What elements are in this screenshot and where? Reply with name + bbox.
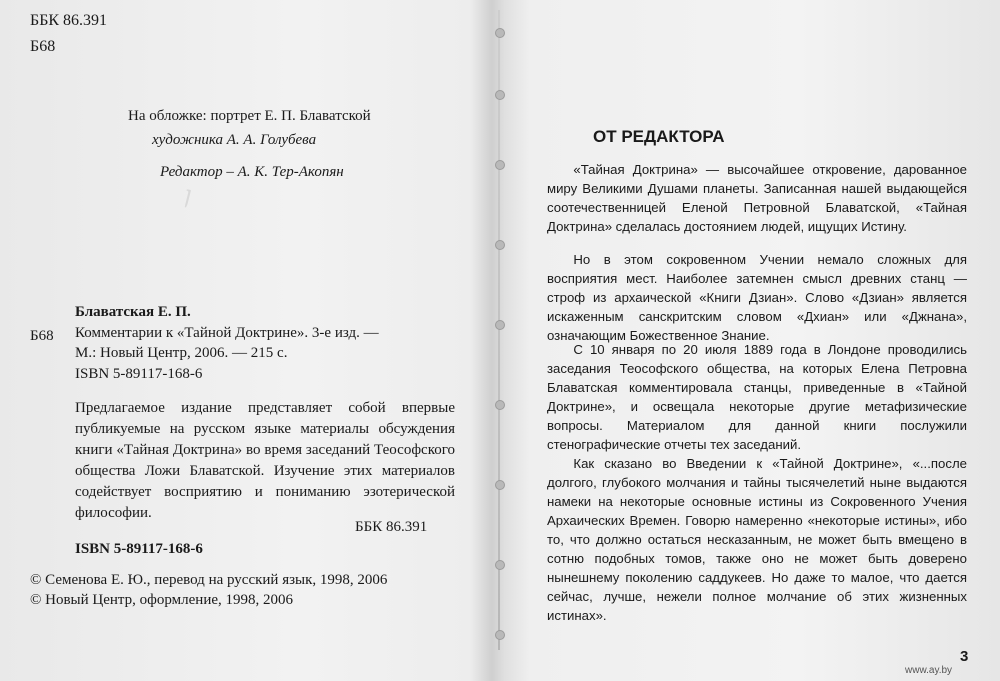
stitch-hole bbox=[495, 320, 505, 330]
copyright-translation: © Семенова Е. Ю., перевод на русский язык, 1998, 2006 bbox=[30, 572, 388, 588]
book-description: Предлагаемое издание представляет собой впервые публикуемые на русском языке материалы обсуждения книги «Тайная Доктрина» во время заседаний Теософского общества Ложи Блаватской. Изучение этих материалов содействует восприятию и пониманию эзотерической философии. bbox=[75, 400, 455, 521]
isbn-line1: ISBN 5-89117-168-6 bbox=[75, 366, 203, 382]
author-mark-mid: Б68 bbox=[30, 328, 54, 344]
bbk-code-bottom: ББК 86.391 bbox=[355, 519, 428, 535]
copyright-design: © Новый Центр, оформление, 1998, 2006 bbox=[30, 592, 294, 608]
bibliographic-line1: Комментарии к «Тайной Доктрине». 3-е изд. — bbox=[75, 325, 379, 341]
editor-credit: Редактор – А. К. Тер-Акопян bbox=[160, 164, 344, 180]
page-number: 3 bbox=[960, 648, 969, 665]
editor-paragraph-2: Но в этом сокровенном Учении немало сложных для восприятия мест. Наиболее затемнен смысл древних станц — строф из архаической «Книги Дзиан». Слово «Дзиан» является искаженным санскритским словом «Дхиан» или «Джнана», означающим Божественное Знание. bbox=[547, 252, 967, 343]
stitch-hole bbox=[495, 28, 505, 38]
author-name: Блаватская Е. П. bbox=[75, 304, 191, 320]
editor-paragraph-3: С 10 января по 20 июля 1889 года в Лондоне проводились заседания Теософского общества, на которых Елена Петровна Блаватская комментировала станцы, приведенные в «Тайной Доктрине», и освещала некоторые другие метафизические вопросы. Материалом для данной книги послужили стенографические отчеты тех заседаний. bbox=[547, 342, 967, 452]
stitch-hole bbox=[495, 160, 505, 170]
editor-paragraph-1: «Тайная Доктрина» — высочайшее откровение, дарованное миру Великими Душами планеты. Записанная нашей выдающейся соотечественницей Еленой Петровной Блаватской, «Тайная Доктрина» сделалась достоянием людей, ищущих Истину. bbox=[547, 162, 967, 234]
section-heading: ОТ РЕДАКТОРА bbox=[593, 127, 725, 146]
stitch-hole bbox=[495, 240, 505, 250]
stitch-hole bbox=[495, 630, 505, 640]
stitch-hole bbox=[495, 560, 505, 570]
editor-paragraph-4: Как сказано во Введении к «Тайной Доктрине», «...после долгого, глубокого молчания и тайны тысячелетий ныне выдаются намеки на некоторые основные истины из Сокровенного Учения Архаических Времен. Говорю намеренно «некоторые истины», ибо то, что должно остаться несказанным, не может быть вмещено в сотню подобных томов, также оно не может быть доверено нынешнему поколению саддукеев. Но даже то малое, что дается сейчас, лучше, нежели полное молчание об этих жизненных истинах». bbox=[547, 456, 967, 623]
binding-thread bbox=[498, 10, 500, 650]
bbk-code-top: ББК 86.391 bbox=[30, 12, 108, 29]
left-page bbox=[0, 0, 492, 681]
stitch-hole bbox=[495, 480, 505, 490]
cover-note-line2: художника А. А. Голубева bbox=[152, 132, 317, 148]
bleed-through-mark: ᅵ bbox=[160, 189, 189, 222]
isbn-line2: ISBN 5-89117-168-6 bbox=[75, 541, 203, 557]
book-gutter bbox=[486, 0, 512, 681]
author-mark-top: Б68 bbox=[30, 38, 56, 55]
bibliographic-line2: М.: Новый Центр, 2006. — 215 с. bbox=[75, 345, 288, 361]
stitch-hole bbox=[495, 90, 505, 100]
watermark: www.ay.by bbox=[905, 665, 953, 676]
cover-note-line1: На обложке: портрет Е. П. Блаватской bbox=[128, 108, 371, 124]
stitch-hole bbox=[495, 400, 505, 410]
